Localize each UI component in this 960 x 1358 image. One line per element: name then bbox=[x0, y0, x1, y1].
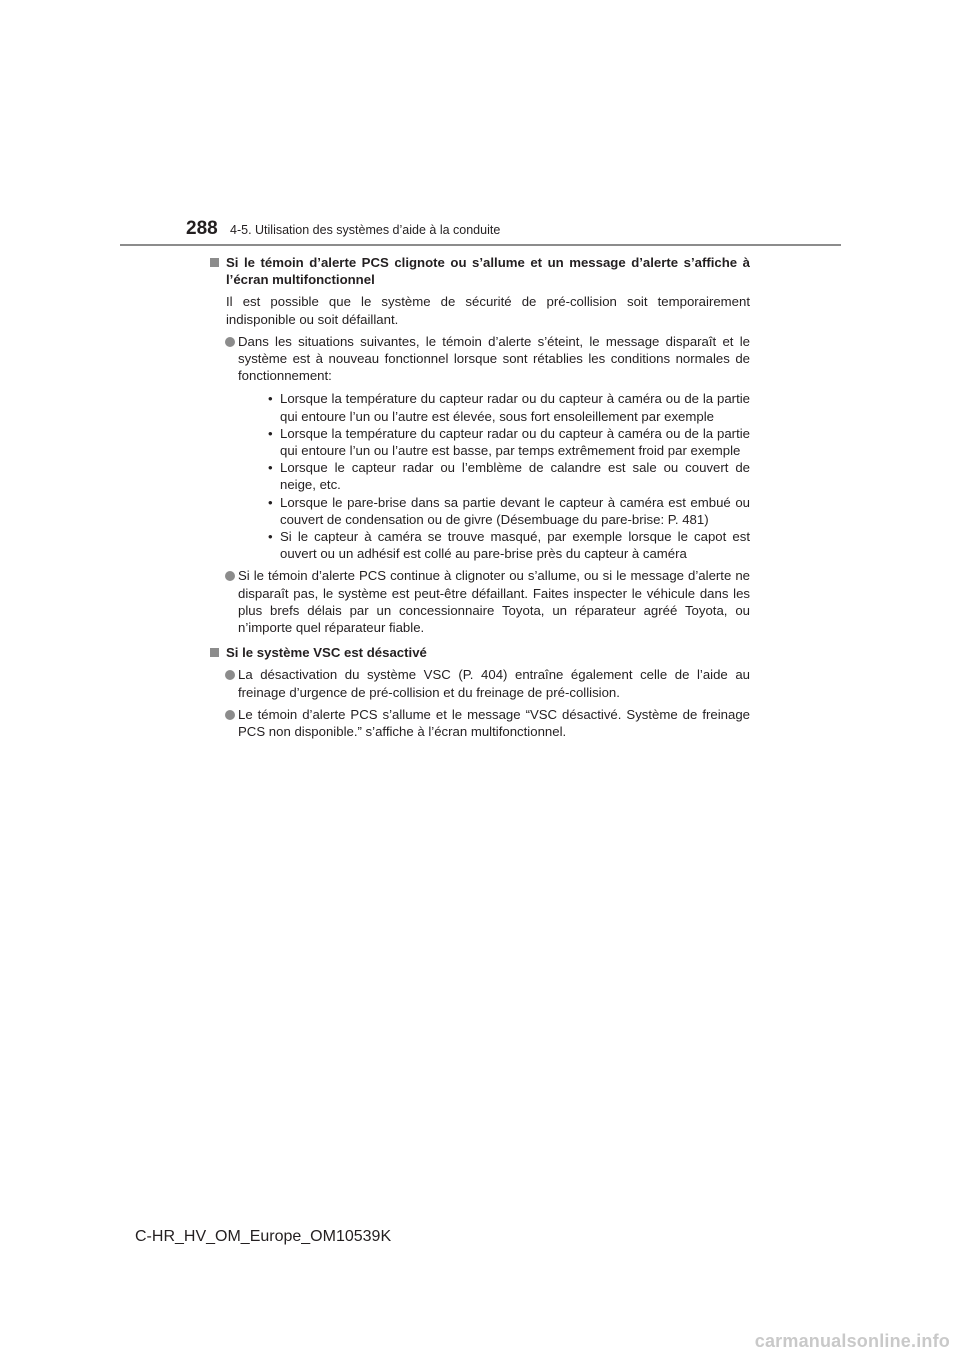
bullet-item: Le témoin d’alerte PCS s’allume et le message “VSC désactivé. Système de freinage PCS non disponible.” s’affiche à l’écran multifonctionnel. bbox=[210, 706, 750, 740]
section-title: 4-5. Utilisation des systèmes d’aide à la conduite bbox=[230, 223, 501, 237]
circle-bullet-icon bbox=[225, 670, 235, 680]
page-number: 288 bbox=[186, 218, 218, 239]
circle-bullet-icon bbox=[225, 337, 235, 347]
circle-bullet-icon bbox=[225, 571, 235, 581]
sub-list-item: • Lorsque la température du capteur radar ou du capteur à caméra ou de la partie qui entoure l’un ou l’autre est basse, par temps extrêmement froid par exemple bbox=[268, 425, 750, 459]
watermark-link[interactable]: carmanualsonline.info bbox=[754, 1331, 950, 1351]
dot-marker-icon: • bbox=[268, 425, 273, 441]
sub-list bbox=[238, 390, 750, 562]
paragraph-pcs-unavailable: Il est possible que le système de sécurité de pré-collision soit temporairement indisponible ou soit défaillant. bbox=[226, 294, 750, 327]
sub-list-item: • Si le capteur à caméra se trouve masqué, par exemple lorsque le capot est ouvert ou un adhésif est collé au pare-brise près du capteur à caméra bbox=[268, 529, 750, 562]
heading-pcs-warning: Si le témoin d’alerte PCS clignote ou s’allume et un message d’alerte s’affiche à l’écran multifonctionnel bbox=[210, 254, 750, 288]
circle-bullet-icon bbox=[225, 710, 235, 720]
dot-marker-icon: • bbox=[268, 391, 273, 407]
square-bullet-icon bbox=[210, 258, 219, 267]
header-rule bbox=[120, 244, 841, 246]
square-bullet-icon bbox=[210, 648, 219, 657]
sub-list-item: • Lorsque le capteur radar ou l’emblème de calandre est sale ou couvert de neige, etc. bbox=[268, 460, 750, 493]
bullet-item: Dans les situations suivantes, le témoin d’alerte s’éteint, le message disparaît et le système est à nouveau fonctionnel lorsque sont rétablies les conditions normales de fonctionnement: • Lorsque la température du capteur radar ou du capteur à caméra ou de la partie qui entoure l’un ou l’autre est élevée, sous fort ensoleillement par exemple • Lorsque la température du capteur radar ou du capteur à caméra ou de la partie qui entoure l’un ou l’autre est basse, par temps extrêmement froid par exemple • Lorsque le capteur radar ou l’emblème de calandre est sale ou couvert de neige, etc. • Lorsque le pare-brise dans sa partie devant le capteur à caméra est embué ou couvert de condensation ou de givre (Désembuage du pare-brise: P. 481) • Si le capteur à caméra se trouve masqué, par exemple lorsque le capot est ouvert ou un adhésif est collé au pare-brise près du capteur à caméra bbox=[210, 333, 750, 563]
dot-marker-icon: • bbox=[268, 494, 273, 510]
dot-marker-icon: • bbox=[268, 460, 273, 476]
page-content bbox=[210, 254, 750, 740]
bullet-item: Si le témoin d’alerte PCS continue à clignoter ou s’allume, ou si le message d’alerte ne disparaît pas, le système est peut-être défaillant. Faites inspecter le véhicule dans les plus brefs délais par un concessionnaire Toyota, un réparateur agréé Toyota, ou n’importe quel réparateur fiable. bbox=[210, 567, 750, 636]
bullet-item: La désactivation du système VSC (P. 404) entraîne également celle de l’aide au freinage d’urgence de pré-collision et du freinage de pré-collision. bbox=[210, 666, 750, 700]
sub-list-item: • Lorsque le pare-brise dans sa partie devant le capteur à caméra est embué ou couvert de condensation ou de givre (Désembuage du pare-brise: P. 481) bbox=[268, 494, 750, 527]
sub-list-item: • Lorsque la température du capteur radar ou du capteur à caméra ou de la partie qui entoure l’un ou l’autre est élevée, sous fort ensoleillement par exemple bbox=[268, 391, 750, 424]
document-code: C-HR_HV_OM_Europe_OM10539K bbox=[135, 1228, 392, 1245]
heading-vsc-off: Si le système VSC est désactivé bbox=[210, 644, 750, 661]
dot-marker-icon: • bbox=[268, 529, 273, 545]
